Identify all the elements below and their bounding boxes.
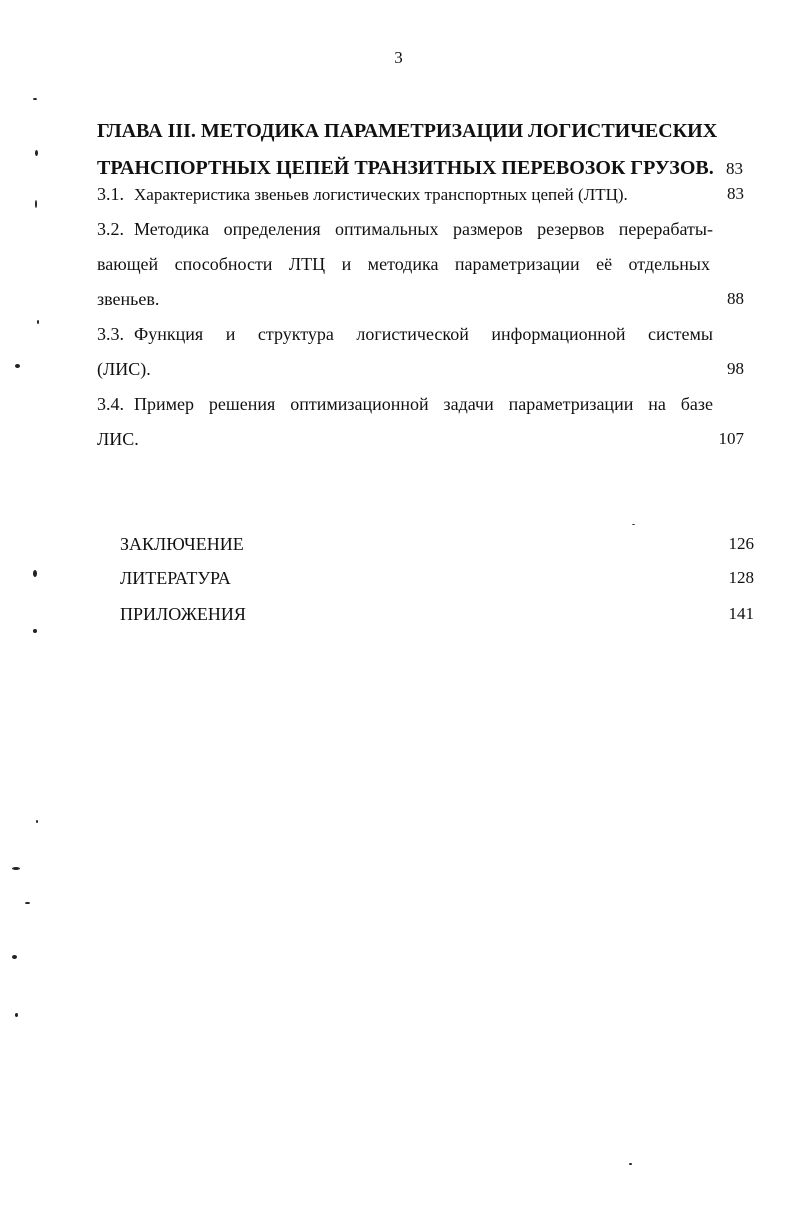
toc-entry-3-3-line-1 (97, 316, 713, 352)
toc-conclusion-label: ЗАКЛЮЧЕНИЕ (120, 534, 244, 554)
toc-entry-title: Характеристика звеньев логистических транспортных цепей (ЛТЦ). (134, 185, 628, 204)
scan-speck (25, 902, 30, 904)
toc-appendices-page: 141 (728, 604, 754, 623)
scan-speck (12, 955, 17, 959)
chapter-title-line-2: ТРАНСПОРТНЫХ ЦЕПЕЙ ТРАНЗИТНЫХ ПЕРЕВОЗОК ГРУЗОВ. (97, 157, 714, 179)
toc-entry-page: 83 (727, 184, 744, 203)
toc-entry-3-2-line-3: звеньев. (97, 289, 160, 309)
toc-entry-3-4-line-1 (97, 386, 713, 422)
scan-speck (632, 524, 635, 525)
chapter-title-line-1: ГЛАВА III. МЕТОДИКА ПАРАМЕТРИЗАЦИИ ЛОГИСТИЧЕСКИХ (97, 120, 718, 142)
toc-entry-page: 98 (727, 359, 744, 378)
toc-entry-number: 3.3. (97, 324, 124, 344)
scan-speck (15, 364, 20, 368)
toc-entry-number: 3.1. (97, 184, 124, 204)
toc-literature-label: ЛИТЕРАТУРА (120, 568, 231, 588)
scan-speck (33, 629, 37, 633)
toc-entry-3-4-line-2: ЛИС. (97, 429, 139, 449)
page-number: 3 (394, 48, 403, 67)
toc-entry-3-3-line-2: (ЛИС). (97, 359, 151, 379)
toc-entry-3-2-line-1 (97, 211, 713, 247)
toc-entry-3-2-line-2: вающей способности ЛТЦ и методика параметризации её отдельных (97, 254, 710, 274)
toc-entry-page: 107 (718, 429, 744, 448)
scan-speck (15, 1013, 18, 1017)
toc-entry-number: 3.4. (97, 394, 124, 414)
toc-appendices-label: ПРИЛОЖЕНИЯ (120, 604, 246, 624)
chapter-page-number: 83 (726, 159, 743, 178)
scan-speck (37, 320, 39, 324)
toc-entry-page: 88 (727, 289, 744, 308)
toc-entry-number: 3.2. (97, 219, 124, 239)
scan-speck (33, 570, 37, 577)
scan-speck (33, 98, 37, 100)
toc-entry-3-1 (97, 176, 713, 213)
toc-literature-page: 128 (728, 568, 754, 587)
scan-speck (12, 867, 20, 870)
toc-entry-title: Пример решения оптимизационной задачи параметризации на базе (134, 394, 713, 414)
scan-speck (35, 150, 38, 156)
scan-speck (629, 1163, 632, 1165)
toc-conclusion-page: 126 (728, 534, 754, 553)
scan-speck (36, 820, 38, 823)
toc-entry-title: Функция и структура логистической информационной системы (134, 324, 713, 344)
toc-entry-title: Методика определения оптимальных размеров резервов перерабаты- (134, 219, 713, 239)
scan-speck (35, 200, 37, 208)
